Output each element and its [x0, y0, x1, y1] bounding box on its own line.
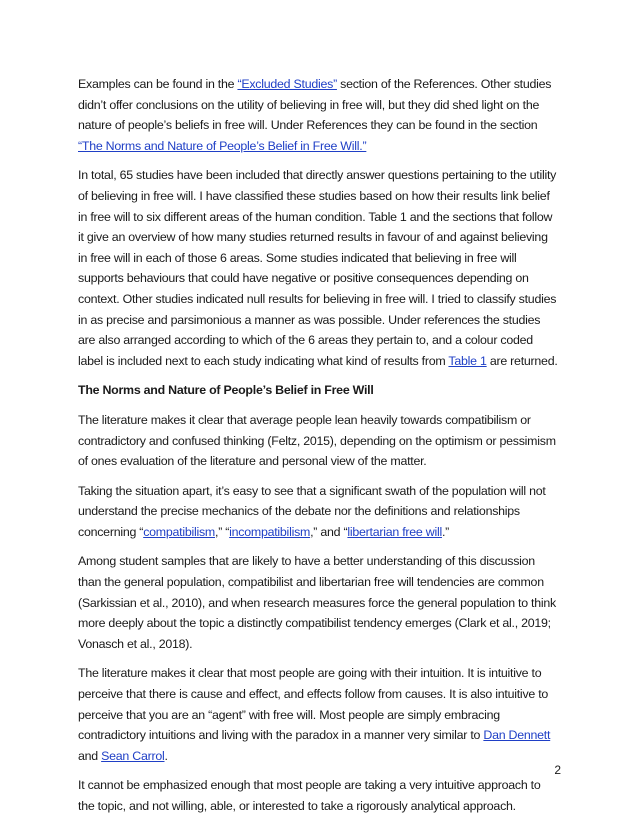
paragraph-text: section of the References. Other studies didn’t offer conclusions on the utility of believing in free will, but they did shed light on the nature of people’s beliefs in free will. Under References they can be found in the section [78, 77, 552, 133]
section-heading: The Norms and Nature of People’s Belief in Free Will [78, 383, 374, 398]
excluded-studies-link[interactable]: “Excluded Studies” [237, 77, 337, 91]
paragraph-definitions [78, 481, 560, 543]
incompatibilism-link[interactable]: incompatibilism [229, 524, 311, 539]
document-page [78, 74, 560, 826]
paragraph-text: In total, 65 studies have been included that directly answer questions pertaining to the utility of believing in free will. I have classified these studies based on how their results link belief in free will to six different areas of the human condition. Table 1 and the sections that follow it give an overview of how many studies returned results in favour of and against believing in free will in each of those 6 areas. Some studies indicated that believing in free will supports behaviours that could have negative or positive consequences depending on context. Other studies indicated null results for believing in free will. I tried to classify studies in as precise and parsimonious a manner as was possible. Under references the studies are also arranged according to which of the 6 areas they pertain to, and a colour coded label is included next to each study indicating what kind of results from [78, 168, 557, 368]
paragraph-text: The literature makes it clear that most people are going with their intuition. It is intuitive to perceive that there is cause and effect, and effects follow from causes. It is also intuitive to perceive that you are an “agent” with free will. Most people are simply embracing contradictory intuitions and living with the paradox in a manner very similar to [78, 666, 549, 743]
paragraph-excluded-studies [78, 74, 560, 156]
paragraph-text: and [78, 748, 102, 763]
paragraph-text: are returned. [486, 353, 558, 368]
table-1-link[interactable]: Table 1 [448, 353, 487, 368]
paragraph-compatibilism-lean: The literature makes it clear that average people lean heavily towards compatibilism or contradictory and confused thinking (Feltz, 2015), depending on the optimism or pessimism of ones evaluation of the literature and personal view of the matter. [78, 412, 556, 469]
paragraph-text: ,” and “ [310, 524, 348, 539]
paragraph-text: . [164, 748, 168, 763]
compatibilism-link[interactable]: compatibilism [143, 524, 215, 539]
paragraph-text: Taking the situation apart, it’s easy to see that a significant swath of the population will not understand the precise mechanics of the debate nor the definitions and relationships concerning “ [78, 483, 546, 539]
paragraph-text: ,” “ [215, 524, 230, 539]
paragraph-intuitive-approach: It cannot be emphasized enough that most people are taking a very intuitive approach to the topic, and not willing, able, or interested to take a rigorously analytical approach. [78, 778, 541, 813]
page-number: 2 [554, 763, 561, 777]
paragraph-text: Examples can be found in the [78, 77, 238, 91]
paragraph-intuition [78, 663, 560, 766]
paragraph-studies-total [78, 165, 560, 371]
libertarian-free-will-link[interactable]: libertarian free will [347, 524, 442, 539]
dan-dennett-link[interactable]: Dan Dennett [483, 728, 551, 743]
sean-carrol-link[interactable]: Sean Carrol [101, 748, 165, 763]
paragraph-student-samples: Among student samples that are likely to have a better understanding of this discussion than the general population, compatibilist and libertarian free will tendencies are common (Sarkissian et al., 2010), and when research measures force the general population to think more deeply about the topic a distinctly compatibilist tendency emerges (Clark et al., 2019; Vonasch et al., 2018). [78, 554, 556, 651]
paragraph-text: .” [441, 524, 450, 539]
norms-and-nature-link[interactable]: “The Norms and Nature of People’s Belief in Free Will.” [78, 138, 367, 153]
